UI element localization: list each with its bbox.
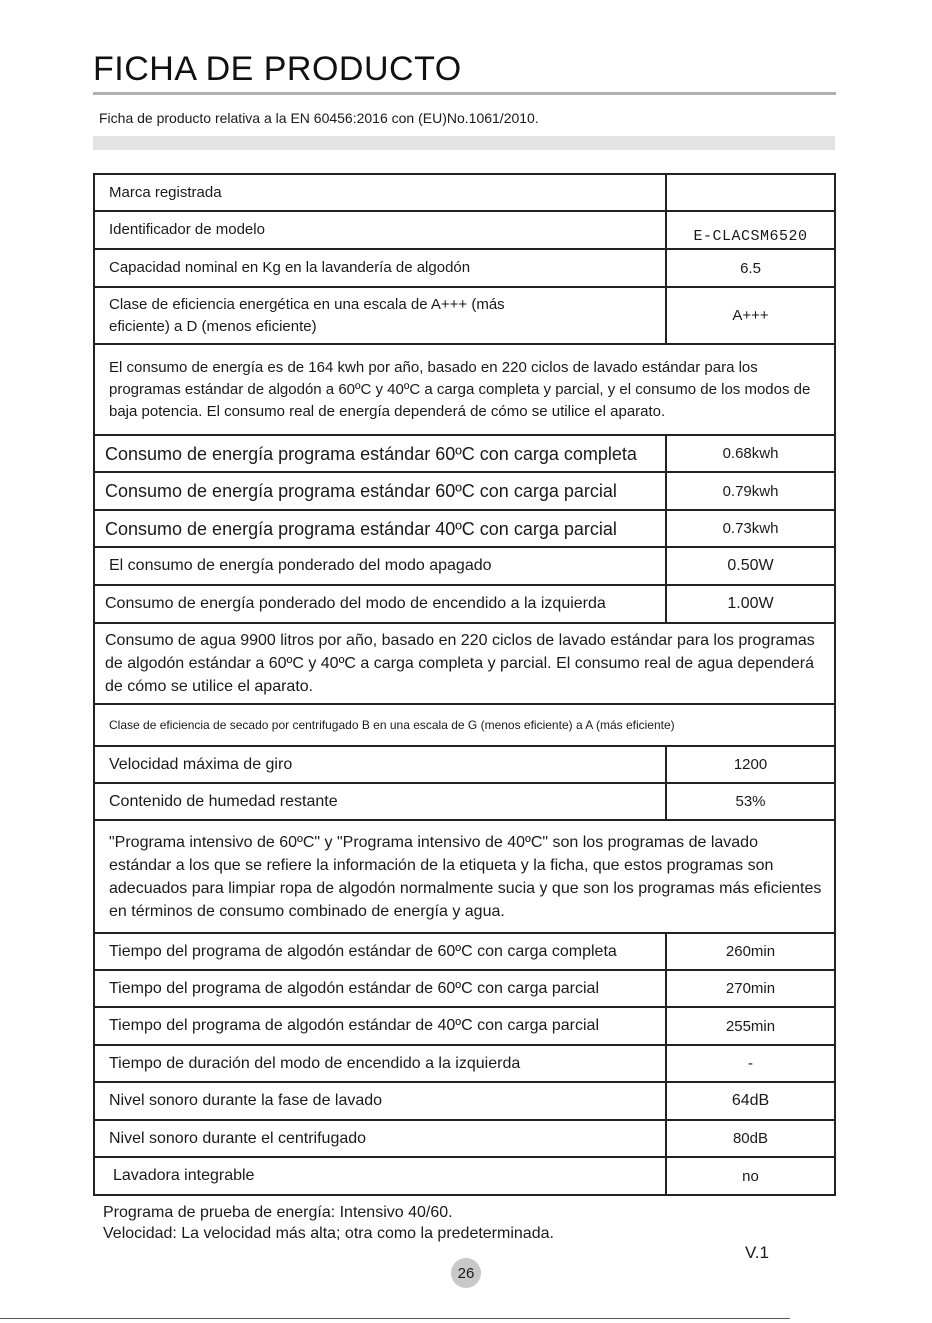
row-label: Clase de eficiencia energética en una escala de A+++ (más eficiente) a D (menos eficiente) bbox=[95, 288, 667, 343]
subtitle: Ficha de producto relativa a la EN 60456:2016 con (EU)No.1061/2010. bbox=[99, 110, 539, 126]
table-row bbox=[95, 705, 834, 747]
table-row bbox=[95, 548, 834, 586]
table-row bbox=[95, 1008, 834, 1046]
row-label: Consumo de energía programa estándar 60ºC con carga parcial bbox=[95, 473, 667, 509]
grey-band bbox=[93, 136, 835, 150]
row-value: 0.73kwh bbox=[722, 520, 779, 537]
row-value: 270min bbox=[725, 980, 776, 997]
table-row bbox=[95, 821, 834, 934]
row-label: Nivel sonoro durante el centrifugado bbox=[95, 1121, 667, 1156]
page-title: FICHA DE PRODUCTO bbox=[93, 50, 462, 88]
table-row bbox=[95, 288, 834, 345]
row-value: 0.50W bbox=[727, 557, 774, 574]
row-label: Nivel sonoro durante la fase de lavado bbox=[95, 1083, 667, 1119]
row-value: 53% bbox=[735, 793, 766, 810]
row-value: 255min bbox=[725, 1017, 776, 1035]
row-value: 6.5 bbox=[740, 259, 761, 277]
row-value: 1200 bbox=[733, 756, 768, 773]
row-label: Contenido de humedad restante bbox=[95, 784, 667, 819]
table-row bbox=[95, 212, 834, 250]
table-row bbox=[95, 1083, 834, 1121]
table-row bbox=[95, 747, 834, 784]
row-value: 0.68kwh bbox=[722, 445, 779, 462]
row-value: 1.00W bbox=[727, 595, 774, 612]
row-text: Clase de eficiencia de secado por centrifugado B en una escala de G (menos eficiente) a A (más eficiente) bbox=[109, 718, 675, 732]
row-value: 64dB bbox=[731, 1092, 770, 1109]
row-value: E-CLACSM6520 bbox=[693, 227, 808, 245]
table-row bbox=[95, 345, 834, 436]
row-value: 0.79kwh bbox=[722, 482, 779, 500]
table-row bbox=[95, 1121, 834, 1158]
footer-notes bbox=[103, 1202, 554, 1244]
row-label: Consumo de energía programa estándar 60ºC con carga completa bbox=[95, 436, 667, 471]
row-label: Capacidad nominal en Kg en la lavandería de algodón bbox=[95, 250, 667, 286]
row-label: Velocidad máxima de giro bbox=[95, 747, 667, 782]
row-label: Tiempo del programa de algodón estándar de 60ºC con carga parcial bbox=[95, 971, 667, 1006]
row-label: Consumo de energía programa estándar 40ºC con carga parcial bbox=[95, 511, 667, 546]
row-text: "Programa intensivo de 60ºC" y "Programa intensivo de 40ºC" son los programas de lavado estándar a los que se refiere la información de la etiqueta y la ficha, que estos programas son adecuados para limpiar ropa de algodón normalmente sucia y que son los programas más eficientes en términos de consumo combinado de energía y agua. bbox=[109, 833, 822, 920]
row-value: A+++ bbox=[732, 307, 769, 324]
footer-line: Programa de prueba de energía: Intensivo 40/60. bbox=[103, 1204, 453, 1221]
row-label: Tiempo del programa de algodón estándar de 60ºC con carga completa bbox=[95, 934, 667, 969]
row-label: Marca registrada bbox=[95, 175, 667, 210]
version-label: V.1 bbox=[745, 1243, 769, 1262]
product-table bbox=[93, 173, 836, 1196]
table-row bbox=[95, 175, 834, 212]
table-row bbox=[95, 934, 834, 971]
table-row bbox=[95, 511, 834, 548]
table-row bbox=[95, 473, 834, 511]
row-label: Lavadora integrable bbox=[95, 1158, 667, 1194]
table-row bbox=[95, 784, 834, 821]
row-text: Consumo de agua 9900 litros por año, basado en 220 ciclos de lavado estándar para los programas de algodón estándar a 60ºC y 40ºC a carga completa y parcial. El consumo real de agua dependerá de cómo se utilice el aparato. bbox=[105, 632, 815, 695]
row-text: El consumo de energía es de 164 kwh por año, basado en 220 ciclos de lavado estándar para los programas estándar de algodón a 60ºC y 40ºC a carga completa y parcial, y el consumo de los modos de baja potencia. El consumo real de energía dependerá de cómo se utilice el aparato. bbox=[109, 358, 811, 420]
row-value: 80dB bbox=[732, 1130, 769, 1147]
table-row bbox=[95, 436, 834, 473]
table-row bbox=[95, 250, 834, 288]
table-row bbox=[95, 586, 834, 624]
bottom-divider bbox=[0, 1318, 790, 1319]
row-value bbox=[667, 175, 834, 210]
row-value: no bbox=[742, 1167, 759, 1185]
table-row bbox=[95, 1046, 834, 1083]
table-row bbox=[95, 971, 834, 1008]
row-label: Tiempo del programa de algodón estándar de 40ºC con carga parcial bbox=[95, 1008, 667, 1044]
table-row bbox=[95, 624, 834, 705]
row-label: Tiempo de duración del modo de encendido a la izquierda bbox=[95, 1046, 667, 1081]
page-number: 26 bbox=[451, 1258, 481, 1288]
row-label: Identificador de modelo bbox=[95, 212, 667, 248]
row-label: Consumo de energía ponderado del modo de encendido a la izquierda bbox=[95, 586, 667, 622]
row-value: 260min bbox=[725, 943, 776, 960]
row-label: El consumo de energía ponderado del modo apagado bbox=[95, 548, 667, 584]
table-row bbox=[95, 1158, 834, 1196]
title-divider bbox=[93, 92, 836, 95]
row-value: - bbox=[748, 1055, 753, 1072]
footer-line: Velocidad: La velocidad más alta; otra como la predeterminada. bbox=[103, 1225, 554, 1242]
